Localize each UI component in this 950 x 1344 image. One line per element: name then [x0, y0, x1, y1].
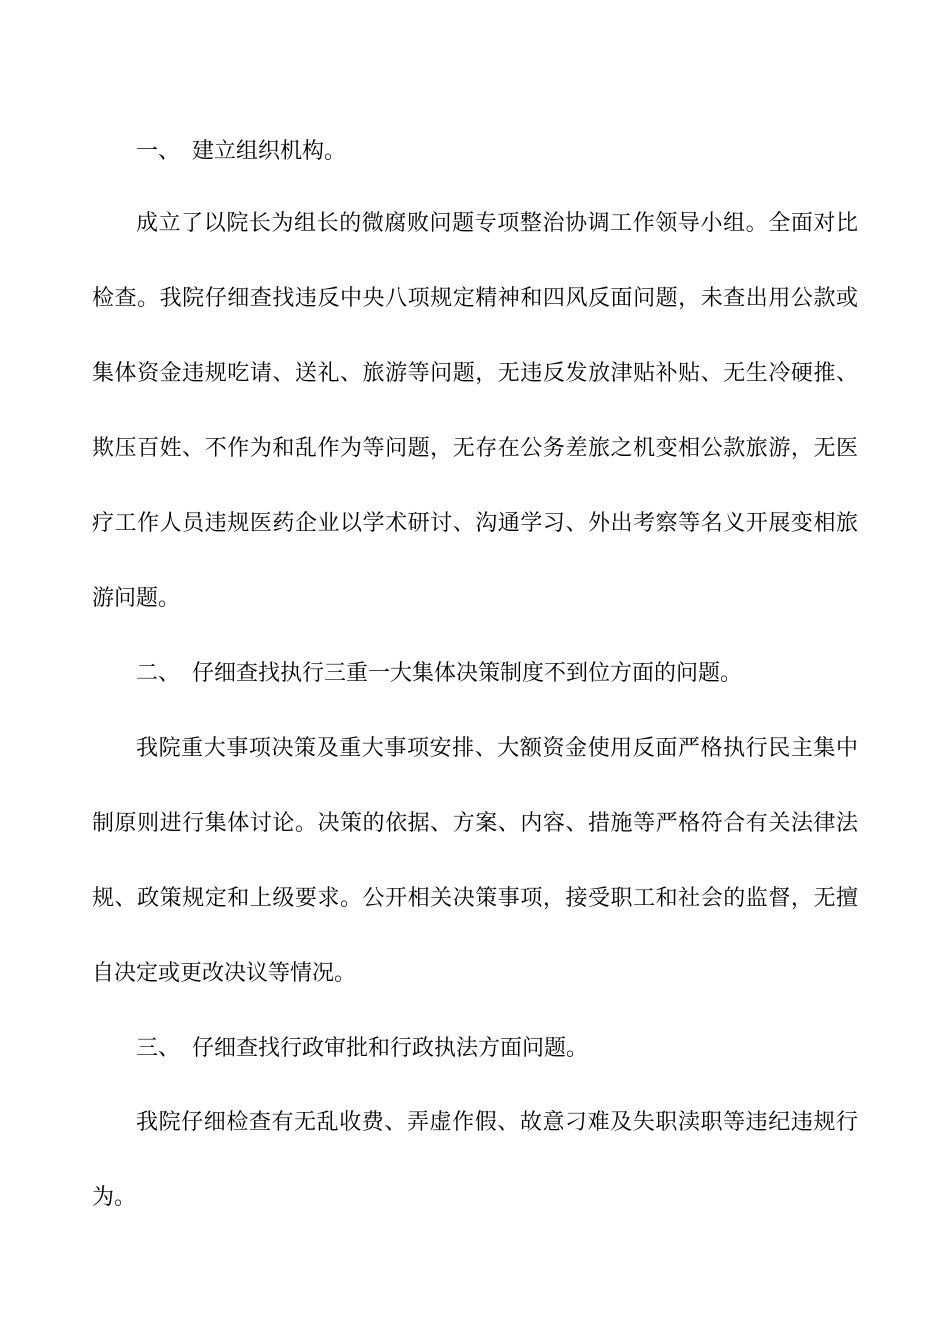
section-heading-text: 仔细查找执行三重一大集体决策制度不到位方面的问题。 — [192, 661, 743, 686]
section-heading-2 — [136, 654, 858, 694]
section-number: 三、 — [136, 1036, 181, 1061]
paragraph-line: 成立了以院长为组长的微腐败问题专项整治协调工作领导小组。全面对比 — [136, 211, 858, 236]
paragraph-line: 我院仔细检查有无乱收费、弄虚作假、故意刁难及失职渎职等违纪违规行 — [136, 1110, 858, 1135]
section-heading-text: 建立组织机构。 — [192, 139, 347, 164]
section-heading-text: 仔细查找行政审批和行政执法方面问题。 — [192, 1036, 589, 1061]
paragraph-line: 疗工作人员违规医药企业以学术研讨、沟通学习、外出考察等名义开展变相旅 — [92, 511, 858, 536]
paragraph-line: 游问题。 — [92, 586, 181, 611]
section-number: 一、 — [136, 139, 181, 164]
section-heading-3 — [136, 1029, 858, 1069]
paragraph-line: 自决定或更改决议等情况。 — [92, 961, 357, 986]
section-heading-1 — [136, 132, 858, 172]
paragraph-line: 为。 — [92, 1185, 137, 1210]
paragraph-line: 规、政策规定和上级要求。公开相关决策事项，接受职工和社会的监督，无擅 — [92, 886, 858, 911]
section-number: 二、 — [136, 661, 181, 686]
paragraph-line: 欺压百姓、不作为和乱作为等问题，无存在公务差旅之机变相公款旅游，无医 — [92, 436, 858, 461]
paragraph-line: 检查。我院仔细查找违反中央八项规定精神和四风反面问题，未查出用公款或 — [92, 286, 858, 311]
paragraph-line: 我院重大事项决策及重大事项安排、大额资金使用反面严格执行民主集中 — [136, 736, 858, 761]
paragraph-line: 制原则进行集体讨论。决策的依据、方案、内容、措施等严格符合有关法律法 — [92, 811, 858, 836]
paragraph-line: 集体资金违规吃请、送礼、旅游等问题，无违反发放津贴补贴、无生冷硬推、 — [92, 361, 858, 386]
